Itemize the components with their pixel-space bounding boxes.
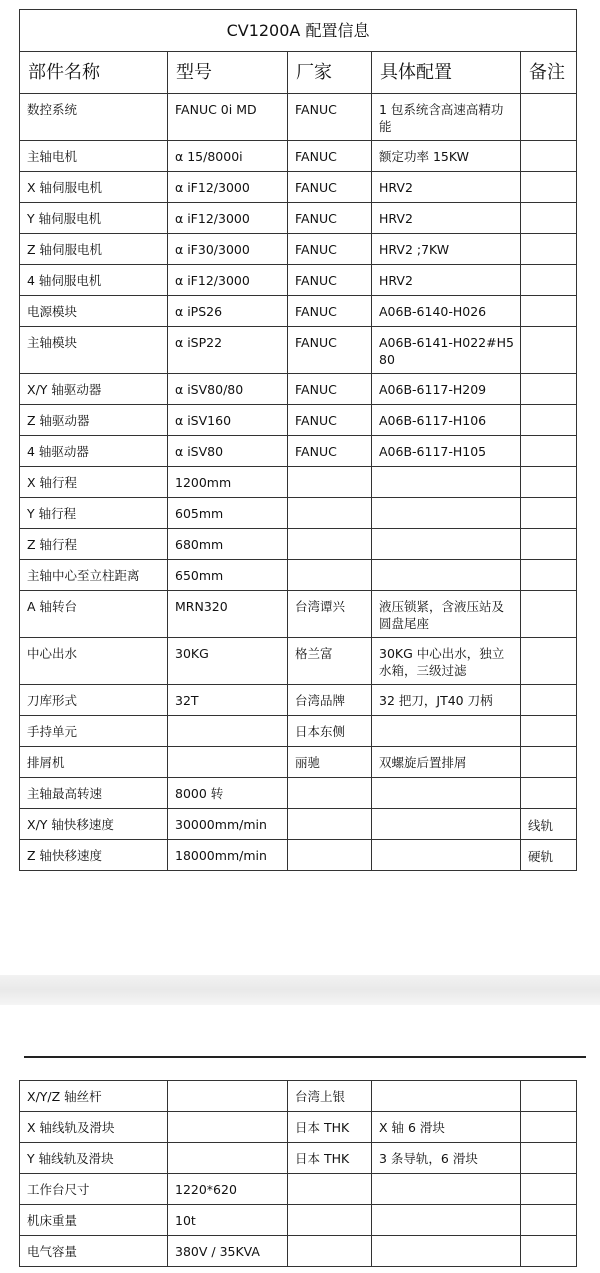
table-cell	[521, 1143, 577, 1174]
table-cell	[521, 203, 577, 234]
table-cell: FANUC	[288, 265, 372, 296]
table-cell: FANUC	[288, 234, 372, 265]
table-cell	[372, 778, 521, 809]
table-cell: Y 轴线轨及滑块	[20, 1143, 168, 1174]
table-cell	[288, 560, 372, 591]
table-cell: FANUC	[288, 203, 372, 234]
table-cell: FANUC	[288, 436, 372, 467]
table-cell: 丽驰	[288, 747, 372, 778]
table-cell: Y 轴行程	[20, 498, 168, 529]
header-cell: 具体配置	[372, 52, 521, 94]
header-cell: 部件名称	[20, 52, 168, 94]
table-cell: 线轨	[521, 809, 577, 840]
table-cell	[168, 1112, 288, 1143]
table-cell: X/Y 轴快移速度	[20, 809, 168, 840]
separator-line	[24, 1056, 586, 1058]
table-row	[20, 778, 577, 809]
table-cell: 主轴中心至立柱距离	[20, 560, 168, 591]
table-row	[20, 685, 577, 716]
table-cell	[521, 374, 577, 405]
table-cell: 手持单元	[20, 716, 168, 747]
table-row	[20, 405, 577, 436]
table-row	[20, 327, 577, 374]
table-cell: FANUC	[288, 296, 372, 327]
table-row	[20, 840, 577, 871]
table-cell: A06B-6117-H105	[372, 436, 521, 467]
table-cell: α iPS26	[168, 296, 288, 327]
table-cell: Z 轴行程	[20, 529, 168, 560]
table-cell	[372, 467, 521, 498]
table-cell: 605mm	[168, 498, 288, 529]
table-cell: A06B-6141-H022#H580	[372, 327, 521, 374]
table-row	[20, 498, 577, 529]
header-cell: 型号	[168, 52, 288, 94]
table-cell	[521, 529, 577, 560]
table-cell: A 轴转台	[20, 591, 168, 638]
table-cell: 10t	[168, 1205, 288, 1236]
table-cell: α 15/8000i	[168, 141, 288, 172]
table-cell	[521, 1205, 577, 1236]
table-cell: 主轴最高转速	[20, 778, 168, 809]
table-cell	[521, 234, 577, 265]
header-cell: 备注	[521, 52, 577, 94]
table-cell: HRV2	[372, 265, 521, 296]
table-cell: 电气容量	[20, 1236, 168, 1267]
table-row	[20, 529, 577, 560]
table-cell	[521, 94, 577, 141]
table-cell	[521, 778, 577, 809]
table-cell: X 轴线轨及滑块	[20, 1112, 168, 1143]
table-row	[20, 265, 577, 296]
table-cell	[521, 685, 577, 716]
table-row	[20, 234, 577, 265]
table-cell: α iSV80/80	[168, 374, 288, 405]
table-cell	[372, 1205, 521, 1236]
table-cell: 台湾上银	[288, 1081, 372, 1112]
table-cell	[521, 1112, 577, 1143]
table-cell: 机床重量	[20, 1205, 168, 1236]
page-break	[0, 975, 600, 1005]
table-cell: 格兰富	[288, 638, 372, 685]
table-cell: HRV2 ;7KW	[372, 234, 521, 265]
table-row	[20, 1236, 577, 1267]
table-cell	[521, 1236, 577, 1267]
table-row	[20, 1081, 577, 1112]
table-cell: 中心出水	[20, 638, 168, 685]
table-cell: α iF12/3000	[168, 172, 288, 203]
table-cell: Z 轴驱动器	[20, 405, 168, 436]
table-cell	[521, 405, 577, 436]
table-cell	[288, 840, 372, 871]
table-cell: 1200mm	[168, 467, 288, 498]
table-row	[20, 296, 577, 327]
table-cell: Z 轴快移速度	[20, 840, 168, 871]
table-title: CV1200A 配置信息	[20, 10, 577, 52]
table-cell: FANUC	[288, 374, 372, 405]
table-cell	[372, 1081, 521, 1112]
table-cell: 主轴电机	[20, 141, 168, 172]
table-cell: FANUC	[288, 141, 372, 172]
table-cell: 680mm	[168, 529, 288, 560]
table-row	[20, 1205, 577, 1236]
table-row	[20, 467, 577, 498]
table-cell	[521, 716, 577, 747]
table-cell	[521, 141, 577, 172]
table-cell: FANUC	[288, 327, 372, 374]
table-row	[20, 1174, 577, 1205]
table-cell	[288, 529, 372, 560]
table-cell: Z 轴伺服电机	[20, 234, 168, 265]
table-cell: 30000mm/min	[168, 809, 288, 840]
table-cell: X 轴伺服电机	[20, 172, 168, 203]
table-row	[20, 203, 577, 234]
table-cell	[521, 560, 577, 591]
table-cell	[372, 529, 521, 560]
table-cell: 日本 THK	[288, 1112, 372, 1143]
table-cell	[521, 747, 577, 778]
table-cell: 工作台尺寸	[20, 1174, 168, 1205]
table-cell	[168, 716, 288, 747]
table-cell: 台湾品牌	[288, 685, 372, 716]
table-row	[20, 747, 577, 778]
table-row	[20, 591, 577, 638]
table-cell	[372, 716, 521, 747]
table-cell	[521, 436, 577, 467]
table-row	[20, 809, 577, 840]
table-cell: HRV2	[372, 172, 521, 203]
table-cell: A06B-6140-H026	[372, 296, 521, 327]
table-row	[20, 716, 577, 747]
table-cell: FANUC	[288, 172, 372, 203]
config-table-continued	[19, 1080, 577, 1267]
table-cell: 32T	[168, 685, 288, 716]
table-cell: 1 包系统含高速高精功能	[372, 94, 521, 141]
table-cell	[521, 591, 577, 638]
table-cell	[288, 1174, 372, 1205]
table-cell	[521, 172, 577, 203]
table-cell: α iSV80	[168, 436, 288, 467]
table-cell: 30KG	[168, 638, 288, 685]
table-cell: α iF30/3000	[168, 234, 288, 265]
table-row	[20, 1112, 577, 1143]
table-cell	[521, 1081, 577, 1112]
table-cell	[288, 809, 372, 840]
table-cell: FANUC	[288, 94, 372, 141]
table-cell: MRN320	[168, 591, 288, 638]
table-row	[20, 172, 577, 203]
table-cell	[521, 327, 577, 374]
table-cell	[372, 809, 521, 840]
table-cell: HRV2	[372, 203, 521, 234]
table-cell	[288, 498, 372, 529]
table-cell: X/Y 轴驱动器	[20, 374, 168, 405]
table-cell: 双螺旋后置排屑	[372, 747, 521, 778]
table-row	[20, 374, 577, 405]
table-cell: 主轴模块	[20, 327, 168, 374]
table-cell	[288, 778, 372, 809]
table-cell: α iF12/3000	[168, 265, 288, 296]
table-cell	[372, 840, 521, 871]
table-cell	[521, 498, 577, 529]
table-cell: X/Y/Z 轴丝杆	[20, 1081, 168, 1112]
table-row	[20, 94, 577, 141]
table-cell: 3 条导轨，6 滑块	[372, 1143, 521, 1174]
table-cell: X 轴行程	[20, 467, 168, 498]
table-cell	[288, 1205, 372, 1236]
table-cell: 排屑机	[20, 747, 168, 778]
table-cell: 650mm	[168, 560, 288, 591]
table-cell	[372, 1174, 521, 1205]
table-cell: 台湾谭兴	[288, 591, 372, 638]
table-cell: A06B-6117-H106	[372, 405, 521, 436]
table-cell	[521, 265, 577, 296]
table-cell	[372, 560, 521, 591]
table-cell: A06B-6117-H209	[372, 374, 521, 405]
config-table	[19, 9, 577, 871]
table-cell	[288, 1236, 372, 1267]
table-cell: 硬轨	[521, 840, 577, 871]
table-cell: 4 轴驱动器	[20, 436, 168, 467]
header-cell: 厂家	[288, 52, 372, 94]
table-cell: 液压锁紧，含液压站及圆盘尾座	[372, 591, 521, 638]
table-cell: α iSP22	[168, 327, 288, 374]
table-cell	[372, 1236, 521, 1267]
table-row	[20, 638, 577, 685]
table-cell: Y 轴伺服电机	[20, 203, 168, 234]
table-cell	[168, 1143, 288, 1174]
table-cell: 8000 转	[168, 778, 288, 809]
table-cell	[521, 1174, 577, 1205]
table-cell	[168, 747, 288, 778]
table-cell: 30KG 中心出水，独立水箱，三级过滤	[372, 638, 521, 685]
table-row	[20, 560, 577, 591]
table-cell: 电源模块	[20, 296, 168, 327]
table-cell	[372, 498, 521, 529]
table-cell: FANUC 0i MD	[168, 94, 288, 141]
table-cell: α iSV160	[168, 405, 288, 436]
table-cell: X 轴 6 滑块	[372, 1112, 521, 1143]
table-cell: 32 把刀，JT40 刀柄	[372, 685, 521, 716]
table-row	[20, 1143, 577, 1174]
table-cell: FANUC	[288, 405, 372, 436]
table-cell: 额定功率 15KW	[372, 141, 521, 172]
table-row	[20, 436, 577, 467]
table-cell: 18000mm/min	[168, 840, 288, 871]
table-cell	[521, 296, 577, 327]
table-cell: 日本东侧	[288, 716, 372, 747]
table-cell	[168, 1081, 288, 1112]
table-cell: 数控系统	[20, 94, 168, 141]
table-cell: 刀库形式	[20, 685, 168, 716]
table-cell	[521, 467, 577, 498]
table-cell	[288, 467, 372, 498]
header-row	[20, 52, 577, 94]
table-cell: 380V / 35KVA	[168, 1236, 288, 1267]
table-cell	[521, 638, 577, 685]
table-row	[20, 141, 577, 172]
table-cell: 1220*620	[168, 1174, 288, 1205]
table-cell: 4 轴伺服电机	[20, 265, 168, 296]
table-cell: 日本 THK	[288, 1143, 372, 1174]
table-cell: α iF12/3000	[168, 203, 288, 234]
